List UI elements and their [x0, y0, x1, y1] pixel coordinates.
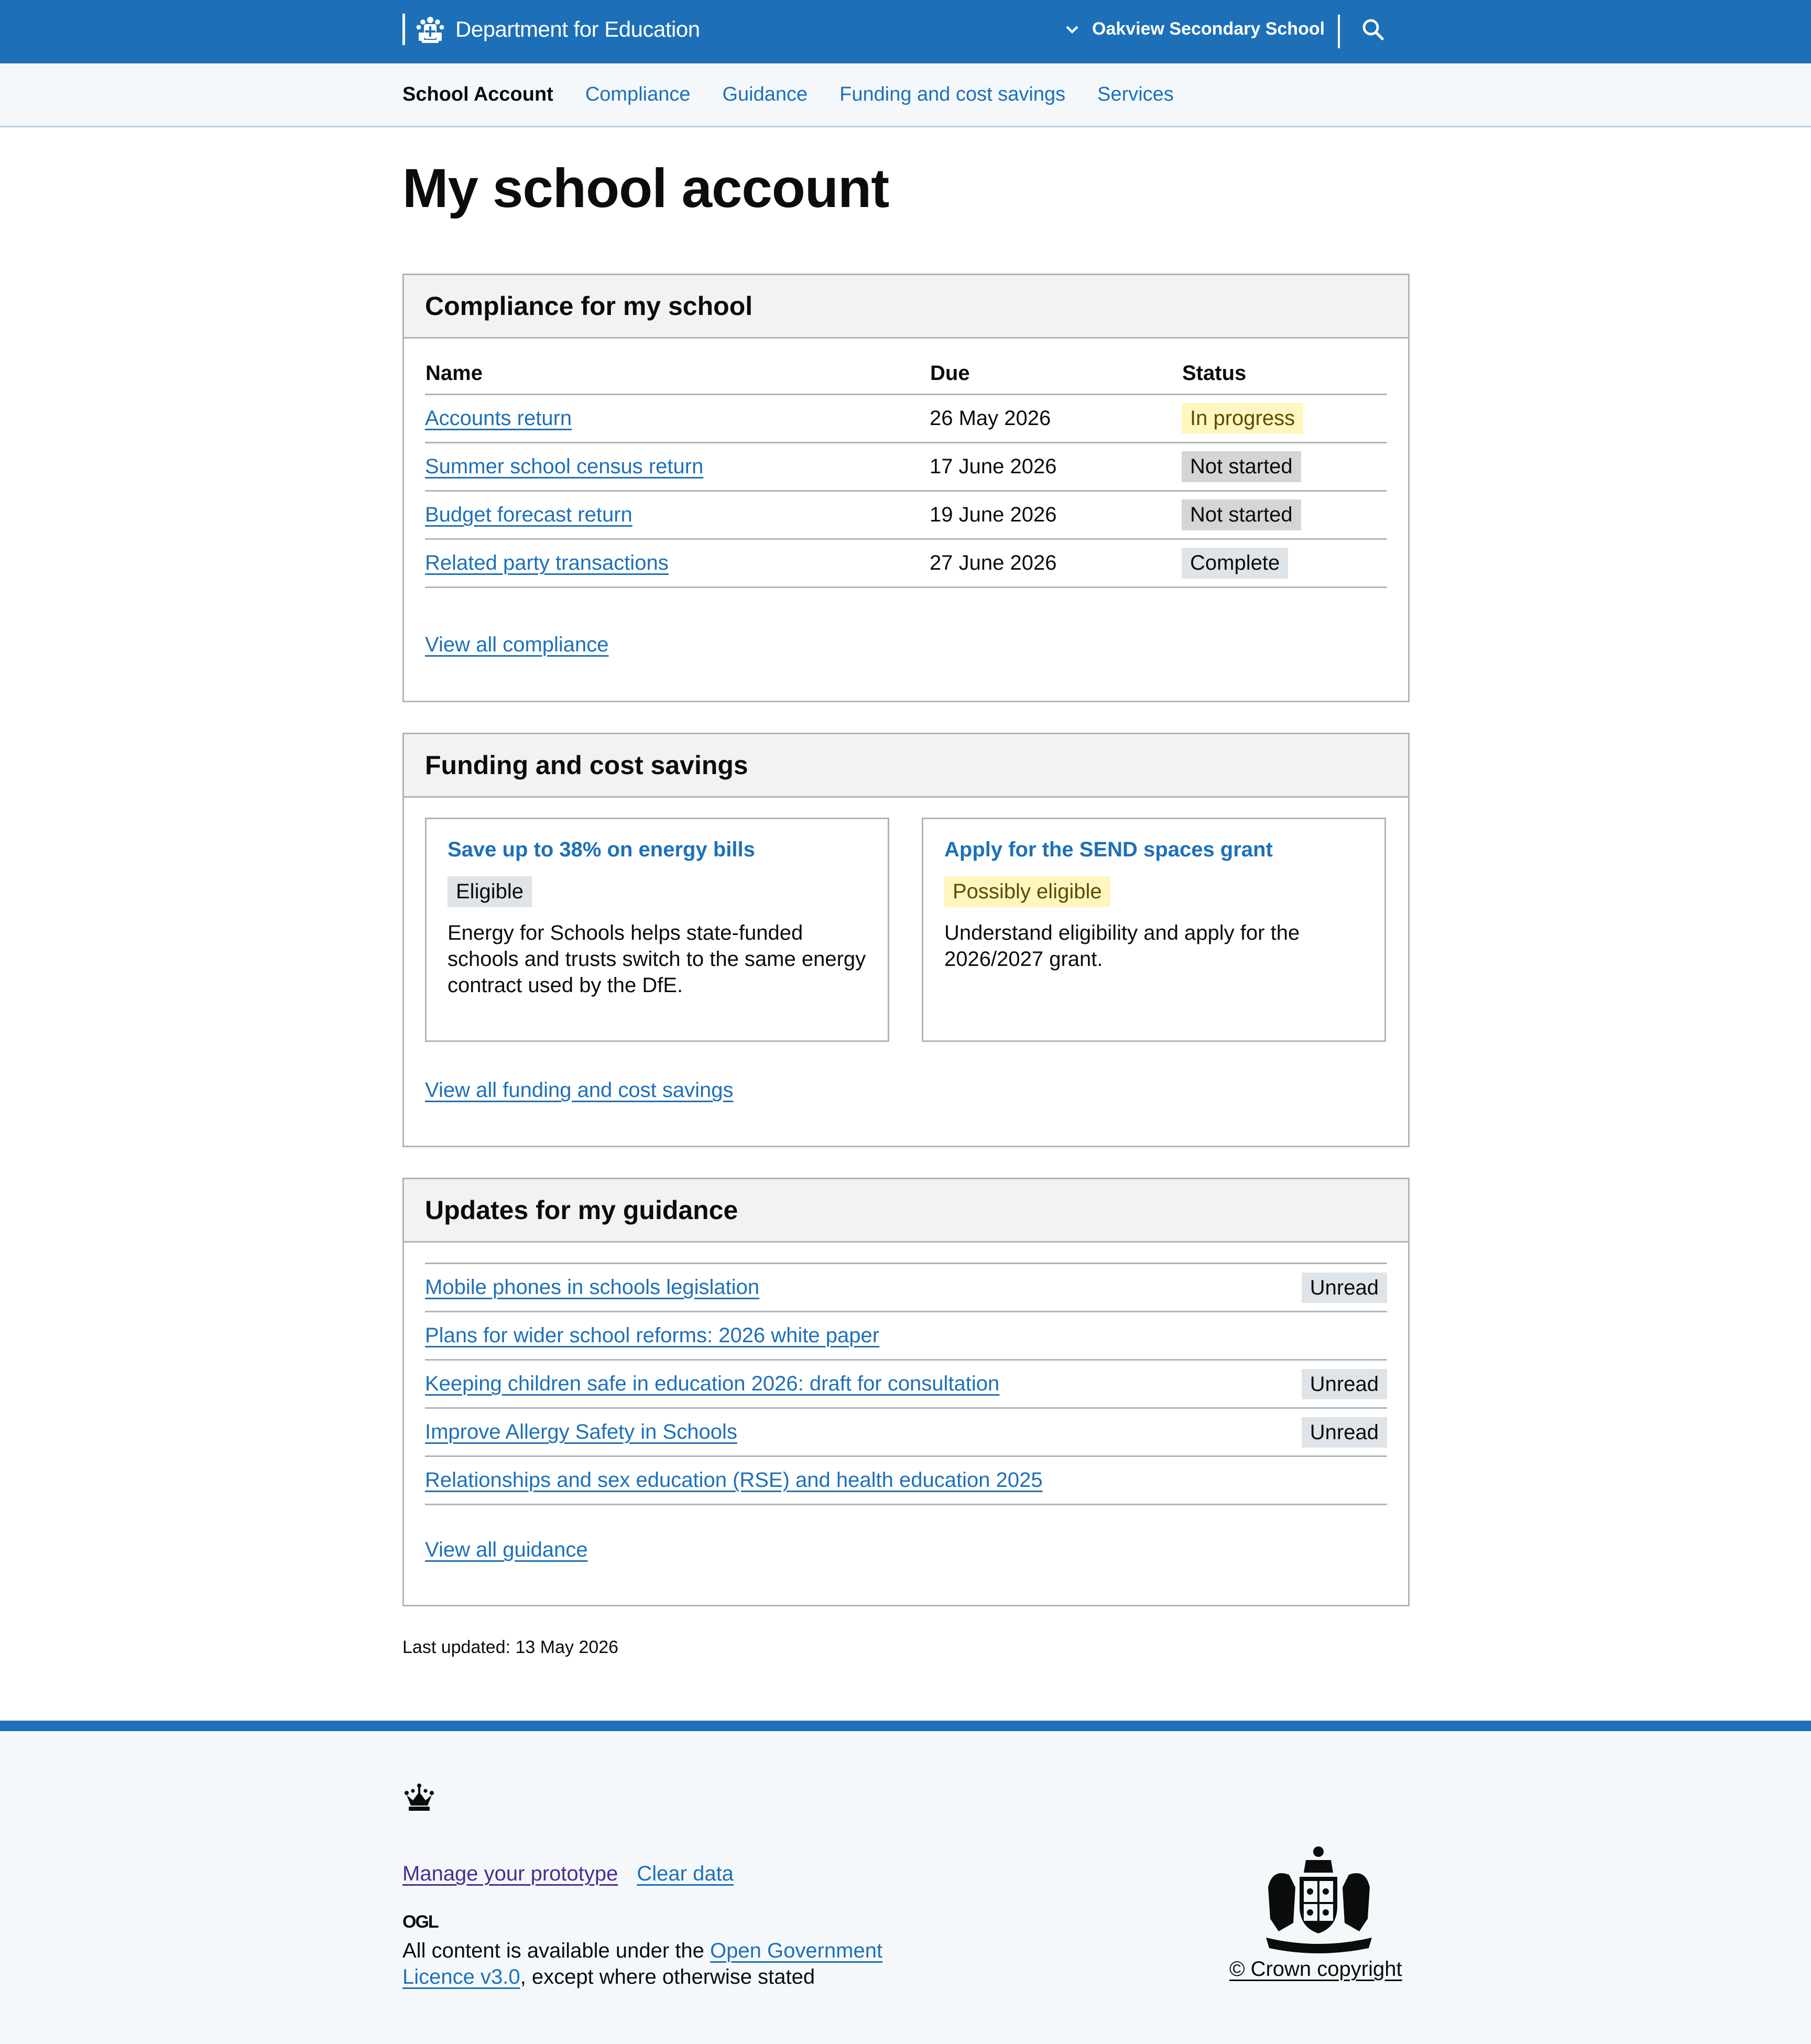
unread-badge: Unread: [1302, 1417, 1387, 1448]
compliance-link[interactable]: Related party transactions: [425, 551, 669, 574]
licence-suffix: , except where otherwise stated: [520, 1965, 815, 1988]
status-badge: Not started: [1182, 451, 1301, 482]
view-all-compliance-link[interactable]: View all compliance: [425, 633, 609, 656]
nav-item-compliance[interactable]: Compliance: [585, 83, 691, 105]
guidance-heading: Updates for my guidance: [425, 1195, 738, 1225]
table-row: [425, 539, 1387, 588]
compliance-heading: Compliance for my school: [425, 291, 753, 321]
funding-option-description: Understand eligibility and apply for the 2026/2027 grant.: [944, 921, 1300, 971]
funding-option-title[interactable]: Apply for the SEND spaces grant: [944, 838, 1273, 861]
unread-badge: Unread: [1302, 1273, 1387, 1303]
licence-prefix: All content is available under the: [402, 1939, 711, 1962]
view-all-funding-link[interactable]: View all funding and cost savings: [425, 1079, 734, 1102]
guidance-link[interactable]: Improve Allergy Safety in Schools: [425, 1420, 737, 1443]
column-header-due: Due: [930, 339, 1182, 395]
site-footer: [0, 1721, 1811, 2044]
funding-option-description: Energy for Schools helps state-funded schools and trusts switch to the same energy contract used by the DfE.: [448, 921, 866, 997]
clear-data-link[interactable]: Clear data: [637, 1862, 734, 1885]
open-government-licence-link[interactable]: Open Government Licence v3.0: [402, 1939, 883, 1988]
guidance-list: [425, 1263, 1387, 1505]
guidance-card-header: [404, 1179, 1408, 1243]
guidance-link[interactable]: Relationships and sex education (RSE) and health education 2025: [425, 1469, 1043, 1492]
last-updated: Last updated: 13 May 2026: [402, 1637, 619, 1657]
manage-prototype-link[interactable]: Manage your prototype: [402, 1862, 618, 1885]
guidance-card: [402, 1178, 1410, 1606]
column-header-status: Status: [1182, 339, 1387, 395]
crown-icon: [402, 1782, 436, 1814]
list-item: [425, 1409, 1387, 1457]
nav-item-services[interactable]: Services: [1097, 83, 1174, 105]
eligibility-badge: Possibly eligible: [944, 876, 1110, 907]
organisation-name: Oakview Secondary School: [1092, 19, 1325, 39]
dfe-logo-link[interactable]: [402, 14, 700, 45]
status-badge: Complete: [1182, 548, 1288, 579]
table-row: [425, 443, 1387, 491]
compliance-link[interactable]: Summer school census return: [425, 455, 704, 478]
due-date: 26 May 2026: [930, 395, 1182, 443]
table-header-row: [425, 339, 1387, 395]
list-item: [425, 1361, 1387, 1409]
table-row: [425, 491, 1387, 539]
nav-item-funding[interactable]: Funding and cost savings: [839, 83, 1066, 105]
footer-links: [402, 1862, 752, 1886]
page-title: My school account: [402, 158, 889, 219]
list-item: [425, 1457, 1387, 1505]
chevron-down-icon: [1064, 21, 1081, 38]
funding-option-card: [425, 818, 889, 1042]
compliance-card-body: [404, 339, 1408, 656]
funding-heading: Funding and cost savings: [425, 751, 748, 780]
eligibility-badge: Eligible: [448, 876, 532, 907]
view-all-guidance-link[interactable]: View all guidance: [425, 1538, 588, 1561]
funding-option-card: [922, 818, 1386, 1042]
compliance-table: [425, 339, 1387, 588]
brand-name: Department for Education: [455, 17, 700, 41]
service-navigation: [0, 63, 1811, 127]
due-date: 27 June 2026: [930, 539, 1182, 588]
status-badge: In progress: [1182, 403, 1303, 434]
table-row: [425, 395, 1387, 443]
due-date: 17 June 2026: [930, 443, 1182, 491]
site-header: [0, 0, 1811, 63]
guidance-link[interactable]: Mobile phones in schools legislation: [425, 1276, 760, 1299]
funding-card-body: [404, 798, 1408, 1146]
crest-icon: [412, 14, 448, 45]
licence-text: [402, 1938, 926, 1990]
royal-coat-of-arms-icon: [1258, 1845, 1380, 1953]
status-badge: Not started: [1182, 499, 1301, 530]
organisation-switcher[interactable]: [1064, 19, 1325, 39]
funding-card-header: [404, 734, 1408, 798]
nav-item-guidance[interactable]: Guidance: [722, 83, 808, 105]
compliance-link[interactable]: Accounts return: [425, 407, 572, 430]
compliance-card: [402, 274, 1410, 702]
column-header-name: Name: [425, 339, 930, 395]
compliance-card-header: [404, 275, 1408, 339]
svg-text:OGL: OGL: [402, 1912, 438, 1931]
unread-badge: Unread: [1302, 1369, 1387, 1399]
funding-card: [402, 733, 1410, 1147]
guidance-link[interactable]: Keeping children safe in education 2026: draft for consultation: [425, 1372, 1000, 1395]
header-divider: [1338, 15, 1340, 48]
compliance-link[interactable]: Budget forecast return: [425, 503, 632, 526]
guidance-link[interactable]: Plans for wider school reforms: 2026 white paper: [425, 1324, 880, 1347]
search-icon[interactable]: [1361, 18, 1384, 41]
guidance-card-body: [404, 1243, 1408, 1561]
funding-option-title[interactable]: Save up to 38% on energy bills: [448, 838, 755, 861]
crown-copyright-link[interactable]: © Crown copyright: [1229, 1958, 1402, 1981]
list-item: [425, 1264, 1387, 1312]
nav-item-school-account[interactable]: School Account: [402, 83, 553, 105]
ogl-logo-icon: [402, 1912, 448, 1931]
list-item: [425, 1312, 1387, 1361]
due-date: 19 June 2026: [930, 491, 1182, 539]
